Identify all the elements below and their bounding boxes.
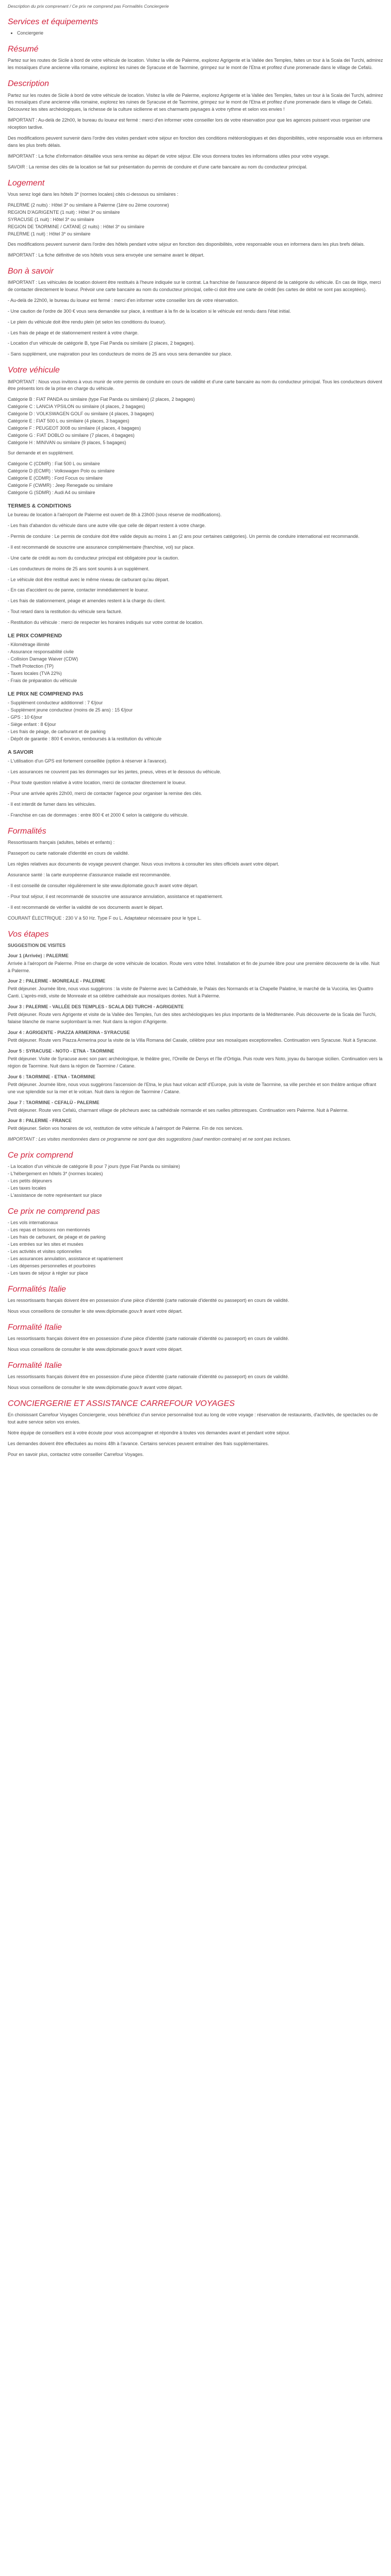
description-text: Partez sur les routes de Sicile à bord de votre véhicule de location. Visitez la ville de Palerme, explorez Agrigente et la Vallée des Temples, faites un tour à la Scala dei Turchi, admirez les mosaïques d'une ancienne villa romaine, explorez les ruines de Syracuse et de Taormine, grimpez sur le mont de l'Etna et profitez d'une promenade dans le village de Cefalù. Découvrez les sites archéologiques, la richesse de la culture sicilienne et ses charmants paysages à votre rythme et selon vos envies ! [8, 92, 383, 112]
services-list [8, 30, 383, 37]
formalite-italie-paras-2 [8, 1374, 383, 1392]
conditions-heading: TERMES & CONDITIONS [8, 502, 72, 509]
description-note-3: IMPORTANT : La fiche d'information détaillée vous sera remise au départ de votre séjour. Elle vous donnera toutes les informations utiles pour votre voyage. [8, 154, 330, 159]
formalites-paragraph: Assurance santé : la carte européenne d'assurance maladie est recommandée. [8, 872, 171, 877]
a-savoir-paragraph: - Pour toute question relative à votre location, merci de contacter directement le loueur. [8, 780, 187, 786]
description-note-4: SAVOIR : La remise des clés de la location se fait sur présentation du permis de conduire et d'une carte bancaire au nom du conducteur principal. [8, 164, 307, 170]
noninclus-heading: Ce prix ne comprend pas [8, 1207, 100, 1216]
visite-day-title: Jour 7 : TAORMINE - CEFALÙ - PALERME [8, 1099, 100, 1105]
visite-day-title: Jour 1 (Arrivée) : PALERME [8, 953, 69, 958]
visite-day-text: Petit déjeuner. Route vers Cefalù, charmant village de pêcheurs avec sa cathédrale normande et ses ruelles pittoresques. Continuation vers Palerme. Nuit à Palerme. [8, 1107, 349, 1113]
formalites-paras [8, 839, 383, 922]
logement-note-2: IMPORTANT : La fiche définitive de vos hôtels vous sera envoyée une semaine avant le départ. [8, 252, 205, 258]
logement-list [8, 202, 383, 238]
logement-line: REGION DE TAORMINE / CATANE (2 nuits) : Hôtel 3* ou similaire [8, 224, 144, 229]
prix-comprend-item: - Frais de préparation du véhicule [8, 678, 77, 684]
noninclus-item: - Les entrées sur les sites et musées [8, 1242, 84, 1247]
formalites-italie-paragraph: Nous vous conseillons de consulter le site www.diplomatie.gouv.fr avant votre départ. [8, 1308, 183, 1314]
voiture-note: Sur demande et en supplément. [8, 450, 74, 455]
logement-line: PALERME (2 nuits) : Hôtel 3* ou similaire à Palerme (1ère ou 2ème couronne) [8, 202, 169, 208]
conciergerie-paragraph: Les demandes doivent être effectuées au moins 48h à l'avance. Certains services peuvent entraîner des frais supplémentaires. [8, 1441, 269, 1447]
conditions-paragraph: - Tout retard dans la restitution du véhicule sera facturé. [8, 609, 122, 615]
visite-day-text: Petit déjeuner. Selon vos horaires de vol, restitution de votre véhicule à l'aéroport de Palerme. Fin de nos services. [8, 1126, 243, 1131]
conciergerie-paragraph: En choisissant Carrefour Voyages Conciergerie, vous bénéficiez d'un service personnalisé tout au long de votre voyage : réservation de restaurants, d'activités, de spectacles ou de tout autre service selon vos envies. [8, 1412, 378, 1425]
bonasavoir-paragraph: - Les frais de péage et de stationnement restent à votre charge. [8, 330, 139, 335]
noninclus-item: - Les vols internationaux [8, 1220, 58, 1226]
logement-intro: Vous serez logé dans les hôtels 3* (normes locales) cités ci-dessous ou similaires : [8, 192, 178, 197]
formalites-paragraph: Ressortissants français (adultes, bébés et enfants) : [8, 840, 115, 845]
bonasavoir-warning: - Sans supplément, une majoration pour les conducteurs de moins de 25 ans vous sera demandée sur place. [8, 351, 232, 357]
visites-subheading: SUGGESTION DE VISITES [8, 942, 66, 948]
formalites-paragraph: - Il est conseillé de consulter régulièrement le site www.diplomatie.gouv.fr avant votre départ. [8, 883, 199, 888]
visite-day-title: Jour 4 : AGRIGENTE - PIAZZA ARMERINA - SYRACUSE [8, 1030, 130, 1036]
resume-text: Partez sur les routes de Sicile à bord de votre véhicule de location. Visitez la ville de Palerme, explorez Agrigente et la Vallée des Temples, faites un tour à la Scala dei Turchi, admirez les mosaïques d'une ancienne villa romaine, explorez les ruines de Syracuse et de Taormine, grimpez sur le mont de l'Etna et profitez d'une promenade dans le village de Cefalù. [8, 58, 383, 71]
bonasavoir-paragraph: - Le plein du véhicule doit être rendu plein (et selon les conditions du loueur). [8, 319, 166, 325]
bonasavoir-paragraph: IMPORTANT : Les véhicules de location doivent être restitués à l'heure indiquée sur le contrat. La franchise de l'assurance dépend de la catégorie du véhicule. En cas de litige, merci de contacter directement le loueur. Prévoir une carte bancaire au nom du conducteur principal, celle-ci doit être une carte de crédit (les cartes de débit ne sont pas acceptées). [8, 279, 381, 292]
resume-heading: Résumé [8, 45, 39, 54]
voiture-line: Catégorie C (CDMR) : Fiat 500 L ou similaire [8, 461, 100, 466]
visite-day-title: Jour 6 : TAORMINE - ETNA - TAORMINE [8, 1074, 95, 1079]
formalite-italie-paragraph: Les ressortissants français doivent être en possession d'une pièce d'identité (carte nationale d'identité ou passeport) en cours de validité. [8, 1336, 289, 1342]
noninclus-item: - Les activités et visites optionnelles [8, 1249, 82, 1255]
formalite-italie-paragraph: Les ressortissants français doivent être en possession d'une pièce d'identité (carte nationale d'identité ou passeport) en cours de validité. [8, 1374, 289, 1380]
conciergerie-paragraph: Pour en savoir plus, contactez votre conseiller Carrefour Voyages. [8, 1451, 144, 1457]
voiture-line: Catégorie B : FIAT PANDA ou similaire (type Fiat Panda ou similaire) (2 places, 2 bagages) [8, 397, 195, 402]
services-heading: Services et équipements [8, 18, 99, 27]
voiture-text: IMPORTANT : Nous vous invitons à vous munir de votre permis de conduire en cours de validité et d'une carte bancaire au nom du conducteur principal. Tous les conducteurs doivent être présents lors de la prise en charge du véhicule. [8, 379, 382, 392]
formalite-italie-paras [8, 1335, 383, 1353]
conditions-paragraph: - Les frais de stationnement, péage et amendes restent à la charge du client. [8, 598, 166, 604]
formalites-italie-heading: Formalités Italie [8, 1284, 66, 1294]
prix-ne-comprend-item: - Supplément conducteur additionnel : 7 €/jour [8, 700, 103, 706]
bonasavoir-paragraph: - Location d'un véhicule de catégorie B, type Fiat Panda ou similaire (2 places, 2 bagages). [8, 341, 195, 346]
visite-day-text: Petit déjeuner. Route vers Piazza Armerina pour la visite de la Villa Romana del Casale, célèbre pour ses mosaïques exceptionnelles. Continuation vers Syracuse. Nuit à Syracuse. [8, 1038, 378, 1043]
description-note: IMPORTANT : Au-delà de 22h00, le bureau du loueur est fermé : merci d'en informer votre conseiller lors de votre réservation pour que les agences puissent vous organiser une réception tardive. [8, 117, 370, 130]
visite-day-title: Jour 3 : PALERME - VALLÉE DES TEMPLES - SCALA DEI TURCHI - AGRIGENTE [8, 1004, 184, 1010]
conditions-paragraph: - Le véhicule doit être restitué avec le même niveau de carburant qu'au départ. [8, 577, 170, 582]
conditions-paragraph: - Les frais d'abandon du véhicule dans une autre ville que celle de départ restent à votre charge. [8, 522, 206, 528]
visites-note: IMPORTANT : Les visites mentionnées dans ce programme ne sont que des suggestions (sauf mention contraire) et ne sont pas incluses. [8, 1137, 291, 1142]
inclus-heading: Ce prix comprend [8, 1151, 73, 1160]
prix-comprend-item: - Taxes locales (TVA 22%) [8, 671, 62, 676]
voiture-list [8, 396, 383, 447]
service-item: • Conciergerie [17, 30, 383, 37]
visite-day-title: Jour 8 : PALERME - FRANCE [8, 1118, 72, 1124]
a-savoir-heading: A SAVOIR [8, 749, 34, 755]
formalites-heading: Formalités [8, 826, 46, 836]
prix-ne-comprend-item: - Les frais de péage, de carburant et de parking [8, 729, 106, 735]
inclus-item: - L'hébergement en hôtels 3* (normes locales) [8, 1171, 103, 1177]
prix-comprend-item: - Collision Damage Waiver (CDW) [8, 656, 78, 662]
formalites-paragraph: Passeport ou carte nationale d'identité en cours de validité. [8, 850, 129, 856]
visite-day-text: Petit déjeuner. Route vers Agrigente et visite de la Vallée des Temples, l'un des sites archéologiques les plus importants de la Méditerranée. Puis découverte de la Scala dei Turchi, falaise blanche de marne surplombant la mer. Nuit dans la région d'Agrigente. [8, 1012, 377, 1025]
conditions-paragraph: Le bureau de location à l'aéroport de Palerme est ouvert de 8h à 23h00 (sous réserve de modifications). [8, 512, 222, 517]
noninclus-item: - Les repas et boissons non mentionnés [8, 1227, 90, 1233]
prix-ne-comprend-list [8, 700, 383, 743]
description-heading: Description [8, 79, 50, 89]
logement-note: Des modifications peuvent survenir dans l'ordre des hôtels pendant votre séjour en fonction des disponibilités, votre responsable vous en informera dans les plus brefs délais. [8, 241, 365, 247]
a-savoir-paras [8, 758, 383, 819]
prix-comprend-item: - Theft Protection (TP) [8, 664, 54, 669]
bonasavoir-paras [8, 279, 383, 348]
conciergerie-paras [8, 1412, 383, 1459]
a-savoir-paragraph: - Les assurances ne couvrent pas les dommages sur les jantes, pneus, vitres et le dessous du véhicule. [8, 769, 221, 775]
prix-ne-comprend-item: - Siège enfant : 8 €/jour [8, 722, 56, 727]
visite-day-text: Petit déjeuner. Journée libre, nous vous suggérons l'ascension de l'Etna, le plus haut volcan actif d'Europe, puis la visite de Taormine, sa ville perchée et son théâtre antique offrant une vue splendide sur la mer et le volcan. Nuit dans la région de Taormine / Catane. [8, 1081, 377, 1094]
voiture-line: Catégorie D : VOLKSWAGEN GOLF ou similaire (4 places, 3 bagages) [8, 411, 154, 417]
prix-comprend-heading: LE PRIX COMPREND [8, 633, 62, 639]
bonasavoir-paragraph: - Une caution de l'ordre de 300 € vous sera demandée sur place, à restituer à la fin de la location si le véhicule est rendu dans l'état initial. [8, 308, 291, 314]
voiture-line: Catégorie G : FIAT DOBLO ou similaire (7 places, 4 bagages) [8, 433, 135, 438]
conciergerie-paragraph: Notre équipe de conseillers est à votre écoute pour vous accompagner et répondre à toutes vos demandes avant et pendant votre séjour. [8, 1430, 290, 1436]
voiture-list-2 [8, 461, 383, 497]
inclus-item: - La location d'un véhicule de catégorie B pour 7 jours (type Fiat Panda ou similaire) [8, 1164, 180, 1170]
prix-comprend-item: - Kilométrage illimité [8, 642, 50, 648]
voiture-heading: Votre véhicule [8, 366, 60, 375]
formalites-paragraph: - Pour tout séjour, il est recommandé de souscrire une assurance annulation, assistance et rapatriement. [8, 893, 223, 899]
inclus-list [8, 1163, 383, 1199]
prix-ne-comprend-item: - GPS : 10 €/jour [8, 715, 43, 720]
a-savoir-paragraph: - Il est interdit de fumer dans les véhicules. [8, 801, 96, 807]
conditions-paragraph: - Les conducteurs de moins de 25 ans sont soumis à un supplément. [8, 566, 150, 571]
prix-ne-comprend-heading: LE PRIX NE COMPREND PAS [8, 691, 84, 698]
logement-line: REGION D'AGRIGENTE (1 nuit) : Hôtel 3* ou similaire [8, 210, 120, 215]
visite-day-title: Jour 5 : SYRACUSE - NOTO - ETNA - TAORMINE [8, 1048, 115, 1054]
conditions-paras [8, 512, 383, 626]
formalite-italie-heading-2: Formalité Italie [8, 1361, 62, 1370]
voiture-line: Catégorie F : PEUGEOT 3008 ou similaire (4 places, 4 bagages) [8, 426, 141, 431]
description-note-2: Des modifications peuvent survenir dans l'ordre des visites pendant votre séjour en fonction des conditions météorologiques et des disponibilités, votre responsable vous en informera dans les plus brefs délais. [8, 135, 383, 148]
prix-comprend-item: - Assurance responsabilité civile [8, 649, 74, 655]
bonasavoir-heading: Bon à savoir [8, 266, 54, 276]
intro-text: Description du prix comprenant / Ce prix ne comprend pas Formalités Conciergerie [8, 4, 169, 9]
conciergerie-heading: CONCIERGERIE ET ASSISTANCE CARREFOUR VOYAGES [8, 1399, 235, 1409]
inclus-item: - L'assistance de notre représentant sur place [8, 1193, 102, 1198]
voiture-line: Catégorie F (CWMR) : Jeep Renegade ou similaire [8, 482, 113, 488]
logement-line: SYRACUSE (1 nuit) : Hôtel 3* ou similaire [8, 216, 94, 222]
noninclus-item: - Les assurances annulation, assistance et rapatriement [8, 1256, 123, 1262]
a-savoir-paragraph: - Pour une arrivée après 22h00, merci de contacter l'agence pour organiser la remise des clés. [8, 791, 202, 796]
formalites-paragraph: Les règles relatives aux documents de voyage peuvent changer. Nous vous invitons à consulter les sites officiels avant votre départ. [8, 861, 280, 867]
visite-day-text: Arrivée à l'aéroport de Palerme. Prise en charge de votre véhicule de location. Route vers votre hôtel. Installation et fin de journée libre pour une première découverte de la ville. Nuit à Palerme. [8, 960, 380, 973]
voiture-line: Catégorie D (ECMR) : Volkswagen Polo ou similaire [8, 468, 115, 473]
prix-ne-comprend-item: - Dépôt de garantie : 800 € environ, remboursés à la restitution du véhicule [8, 736, 162, 742]
formalites-paragraph: - Il est recommandé de vérifier la validité de vos documents avant le départ. [8, 904, 164, 910]
prix-comprend-list [8, 641, 383, 685]
voiture-line: Catégorie C : LANCIA YPSILON ou similaire (4 places, 2 bagages) [8, 404, 145, 410]
inclus-item: - Les taxes locales [8, 1185, 46, 1191]
voiture-line: Catégorie E : FIAT 500 L ou similaire (4 places, 3 bagages) [8, 418, 129, 424]
a-savoir-paragraph: - L'utilisation d'un GPS est fortement conseillée (option à réserver à l'avance). [8, 758, 168, 764]
voiture-line: Catégorie G (SDMR) : Audi A4 ou similaire [8, 489, 95, 495]
bonasavoir-paragraph: - Au-delà de 22h00, le bureau du loueur est fermé : merci d'en informer votre conseiller lors de votre réservation. [8, 297, 239, 303]
formalites-italie-paras [8, 1297, 383, 1315]
formalites-paragraph: COURANT ÉLECTRIQUE : 230 V à 50 Hz. Type F ou L. Adaptateur nécessaire pour le type L. [8, 915, 202, 921]
visite-day-title: Jour 2 : PALERME - MONREALE - PALERME [8, 978, 106, 984]
noninclus-item: - Les taxes de séjour à régler sur place [8, 1270, 88, 1276]
visites-heading: Vos étapes [8, 929, 49, 939]
voiture-line: Catégorie E (CDMR) : Ford Focus ou similaire [8, 475, 103, 481]
formalite-italie-paragraph: Nous vous conseillons de consulter le site www.diplomatie.gouv.fr avant votre départ. [8, 1385, 183, 1391]
visites-list [8, 953, 383, 1133]
voiture-line: Catégorie H : MINIVAN ou similaire (9 places, 5 bagages) [8, 440, 126, 446]
noninclus-item: - Les dépenses personnelles et pourboires [8, 1263, 96, 1268]
conditions-paragraph: - Restitution du véhicule : merci de respecter les horaires indiqués sur votre contrat de location. [8, 620, 204, 625]
noninclus-item: - Les frais de carburant, de péage et de parking [8, 1234, 106, 1240]
conditions-paragraph: - Une carte de crédit au nom du conducteur principal est obligatoire pour la caution. [8, 555, 180, 561]
logement-heading: Logement [8, 178, 45, 188]
visite-day-text: Petit déjeuner. Visite de Syracuse avec son parc archéologique, le théâtre grec, l'Oreille de Denys et l'île d'Ortigia. Puis route vers Noto, joyau du baroque sicilien. Continuation vers la région de Taormine. Nuit dans la région de Taormine / Catane. [8, 1056, 383, 1069]
a-savoir-paragraph: - Franchise en cas de dommages : entre 800 € et 2000 € selon la catégorie du véhicule. [8, 812, 189, 818]
visite-day-text: Petit déjeuner. Journée libre, nous vous suggérons : la visite de Palerme avec la Cathédrale, le Palais des Normands et la Chapelle Palatine, le marché de la Vucciria, les Quattro Canti. L'après-midi, visite de Monreale et sa célèbre cathédrale aux mosaïques dorées. Nuit à Palerme. [8, 986, 373, 999]
formalites-italie-paragraph: Les ressortissants français doivent être en possession d'une pièce d'identité (carte nationale d'identité ou passeport) en cours de validité. [8, 1298, 289, 1303]
logement-line: PALERME (1 nuit) : Hôtel 3* ou similaire [8, 231, 91, 236]
formalite-italie-paragraph: Nous vous conseillons de consulter le site www.diplomatie.gouv.fr avant votre départ. [8, 1347, 183, 1352]
inclus-item: - Les petits déjeuners [8, 1178, 53, 1184]
conditions-paragraph: - Permis de conduire : Le permis de conduire doit être valide depuis au moins 1 an (2 ans pour certaines catégories). Un permis de conduire international est recommandé. [8, 533, 360, 539]
prix-ne-comprend-item: - Supplément jeune conducteur (moins de 25 ans) : 15 €/jour [8, 707, 133, 713]
formalite-italie-heading: Formalité Italie [8, 1323, 62, 1332]
noninclus-list [8, 1219, 383, 1277]
conditions-paragraph: - En cas d'accident ou de panne, contacter immédiatement le loueur. [8, 587, 149, 593]
conditions-paragraph: - Il est recommandé de souscrire une assurance complémentaire (franchise, vol) sur place. [8, 544, 195, 550]
